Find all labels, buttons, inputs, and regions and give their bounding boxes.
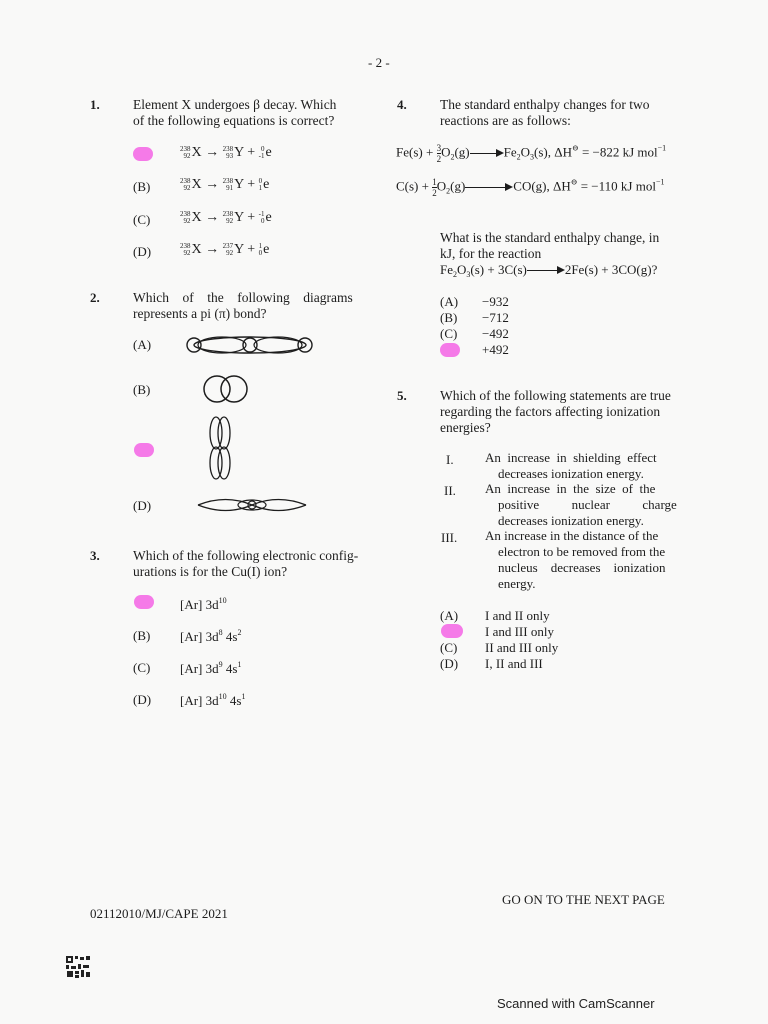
scanner-watermark: Scanned with CamScanner: [497, 996, 655, 1011]
q1-equation-d: 238 92 X → 237 92 Y + 1 0 e: [180, 241, 270, 257]
q2-text-line1: Which of the following diagrams: [133, 290, 353, 305]
particle-numbers: 0 -1: [258, 144, 265, 160]
q3-text-line2: urations is for the Cu(I) ion?: [133, 564, 288, 579]
statement-i-number: I.: [446, 452, 454, 467]
q1-equation-c: 238 92 X → 238 92 Y + -1 0 e: [180, 209, 272, 225]
q4-text2-line2: kJ, for the reaction: [440, 246, 542, 261]
answer-highlight-mark: [134, 595, 154, 609]
q3-question: [133, 548, 378, 580]
q4-option-c: (C) −492: [440, 326, 509, 341]
q3-option-label-b: (B): [133, 628, 151, 643]
q2-option-label-b: (B): [133, 382, 151, 397]
q3-config-b: [Ar] $3d^8$ $4s^2$: [180, 628, 242, 644]
q5-option-d: (D) I, II and III: [440, 656, 543, 671]
q1-option-label-d: (D): [133, 244, 152, 259]
q2-option-label-a: (A): [133, 337, 152, 352]
barcode-icon: [66, 956, 90, 978]
q4-number: 4.: [397, 97, 407, 112]
q4-option-a: (A) −932: [440, 294, 509, 309]
q3-text-line1: Which of the following electronic config-: [133, 548, 359, 563]
statement-ii-number: II.: [444, 483, 456, 498]
q2-question: [133, 290, 373, 322]
q5-option-b: I and III only: [485, 624, 554, 639]
q5-text-line2: regarding the factors affecting ionization: [440, 404, 661, 419]
q3-config-c: [Ar] $3d^9$ $4s^1$: [180, 660, 242, 676]
reaction-arrow: [470, 149, 504, 159]
statement-ii: An increase in the size of the positive nuclear charge decreases ionization energy.: [485, 481, 677, 528]
answer-highlight-mark: [441, 624, 463, 638]
q3-number: 3.: [90, 548, 100, 563]
q4-text-line1: The standard enthalpy changes for two: [440, 97, 650, 112]
q1-equation-a: 238 92 X → 238 93 Y + 0 -1 e: [180, 144, 272, 160]
q4-question: [440, 97, 680, 129]
q1-question: [133, 97, 373, 129]
q5-text-line1: Which of the following statements are true: [440, 388, 671, 403]
answer-highlight-mark: [133, 147, 153, 161]
next-page-notice: GO ON TO THE NEXT PAGE: [502, 892, 665, 907]
q5-option-a: (A) I and II only: [440, 608, 550, 623]
q1-option-label-b: (B): [133, 179, 151, 194]
orbital-diagram-c: [202, 414, 238, 482]
q2-text-line2: represents a pi (π) bond?: [133, 306, 267, 321]
statement-i: An increase in shielding effect decreases ionization energy.: [485, 450, 657, 481]
q1-equation-b: 238 92 X → 238 91 Y + 0 1 e: [180, 176, 270, 192]
statement-iii-number: III.: [441, 530, 458, 545]
q4-equation-2: C(s) + $\frac{1}{2}$ $O_2(g)$ CO(g), ΔH⊖ = −110 kJ mol$^{-1}$: [396, 177, 665, 198]
q1-option-label-c: (C): [133, 212, 151, 227]
orbital-diagram-a: [184, 330, 319, 360]
q3-config-a: [Ar] $3d^{10}$: [180, 596, 227, 612]
q3-option-label-d: (D): [133, 692, 152, 707]
q2-option-label-d: (D): [133, 498, 152, 513]
reaction-arrow: [465, 183, 513, 193]
q5-question: [440, 388, 685, 436]
nuclide-y-numbers: 238 93: [222, 144, 234, 160]
q1-text-line1: Element X undergoes β decay. Which: [133, 97, 337, 112]
nuclide-x-numbers: 238 92: [180, 144, 191, 160]
answer-highlight-mark: [440, 343, 460, 357]
reaction-arrow: [527, 266, 565, 276]
q3-option-label-c: (C): [133, 660, 151, 675]
q5-number: 5.: [397, 388, 407, 403]
orbital-diagram-d: [196, 494, 310, 516]
q4-subquestion: [440, 230, 680, 283]
q4-equation-1: Fe(s) + $\frac{3}{2}$ $O_2(g)$ $Fe_2O_3(s)$, ΔH⊖ = −822 kJ mol$^{-1}$: [396, 143, 667, 164]
q4-option-d: +492: [482, 342, 509, 357]
q4-text-line2: reactions are as follows:: [440, 113, 571, 128]
q3-config-d: [Ar] $3d^{10}$ $4s^1$: [180, 692, 246, 708]
paper-code: 02112010/MJ/CAPE 2021: [90, 906, 228, 921]
answer-highlight-mark: [134, 443, 154, 457]
q5-option-c: (C) II and III only: [440, 640, 559, 655]
q1-text-line2: of the following equations is correct?: [133, 113, 335, 128]
q4-text2-line1: What is the standard enthalpy change, in: [440, 230, 660, 245]
q2-number: 2.: [90, 290, 100, 305]
orbital-diagram-b: [198, 372, 254, 406]
statement-iii: An increase in the distance of the electron to be removed from the nucleus decreases ionization energy.: [485, 528, 666, 591]
q4-reaction: $Fe_2O_3(s) + 3C(s) 2Fe(s) + 3CO(g)$?: [440, 262, 658, 279]
q4-option-b: (B) −712: [440, 310, 509, 325]
page-number: - 2 -: [368, 55, 390, 70]
q5-options: [440, 608, 558, 672]
q1-number: 1.: [90, 97, 100, 112]
q5-text-line3: energies?: [440, 420, 491, 435]
